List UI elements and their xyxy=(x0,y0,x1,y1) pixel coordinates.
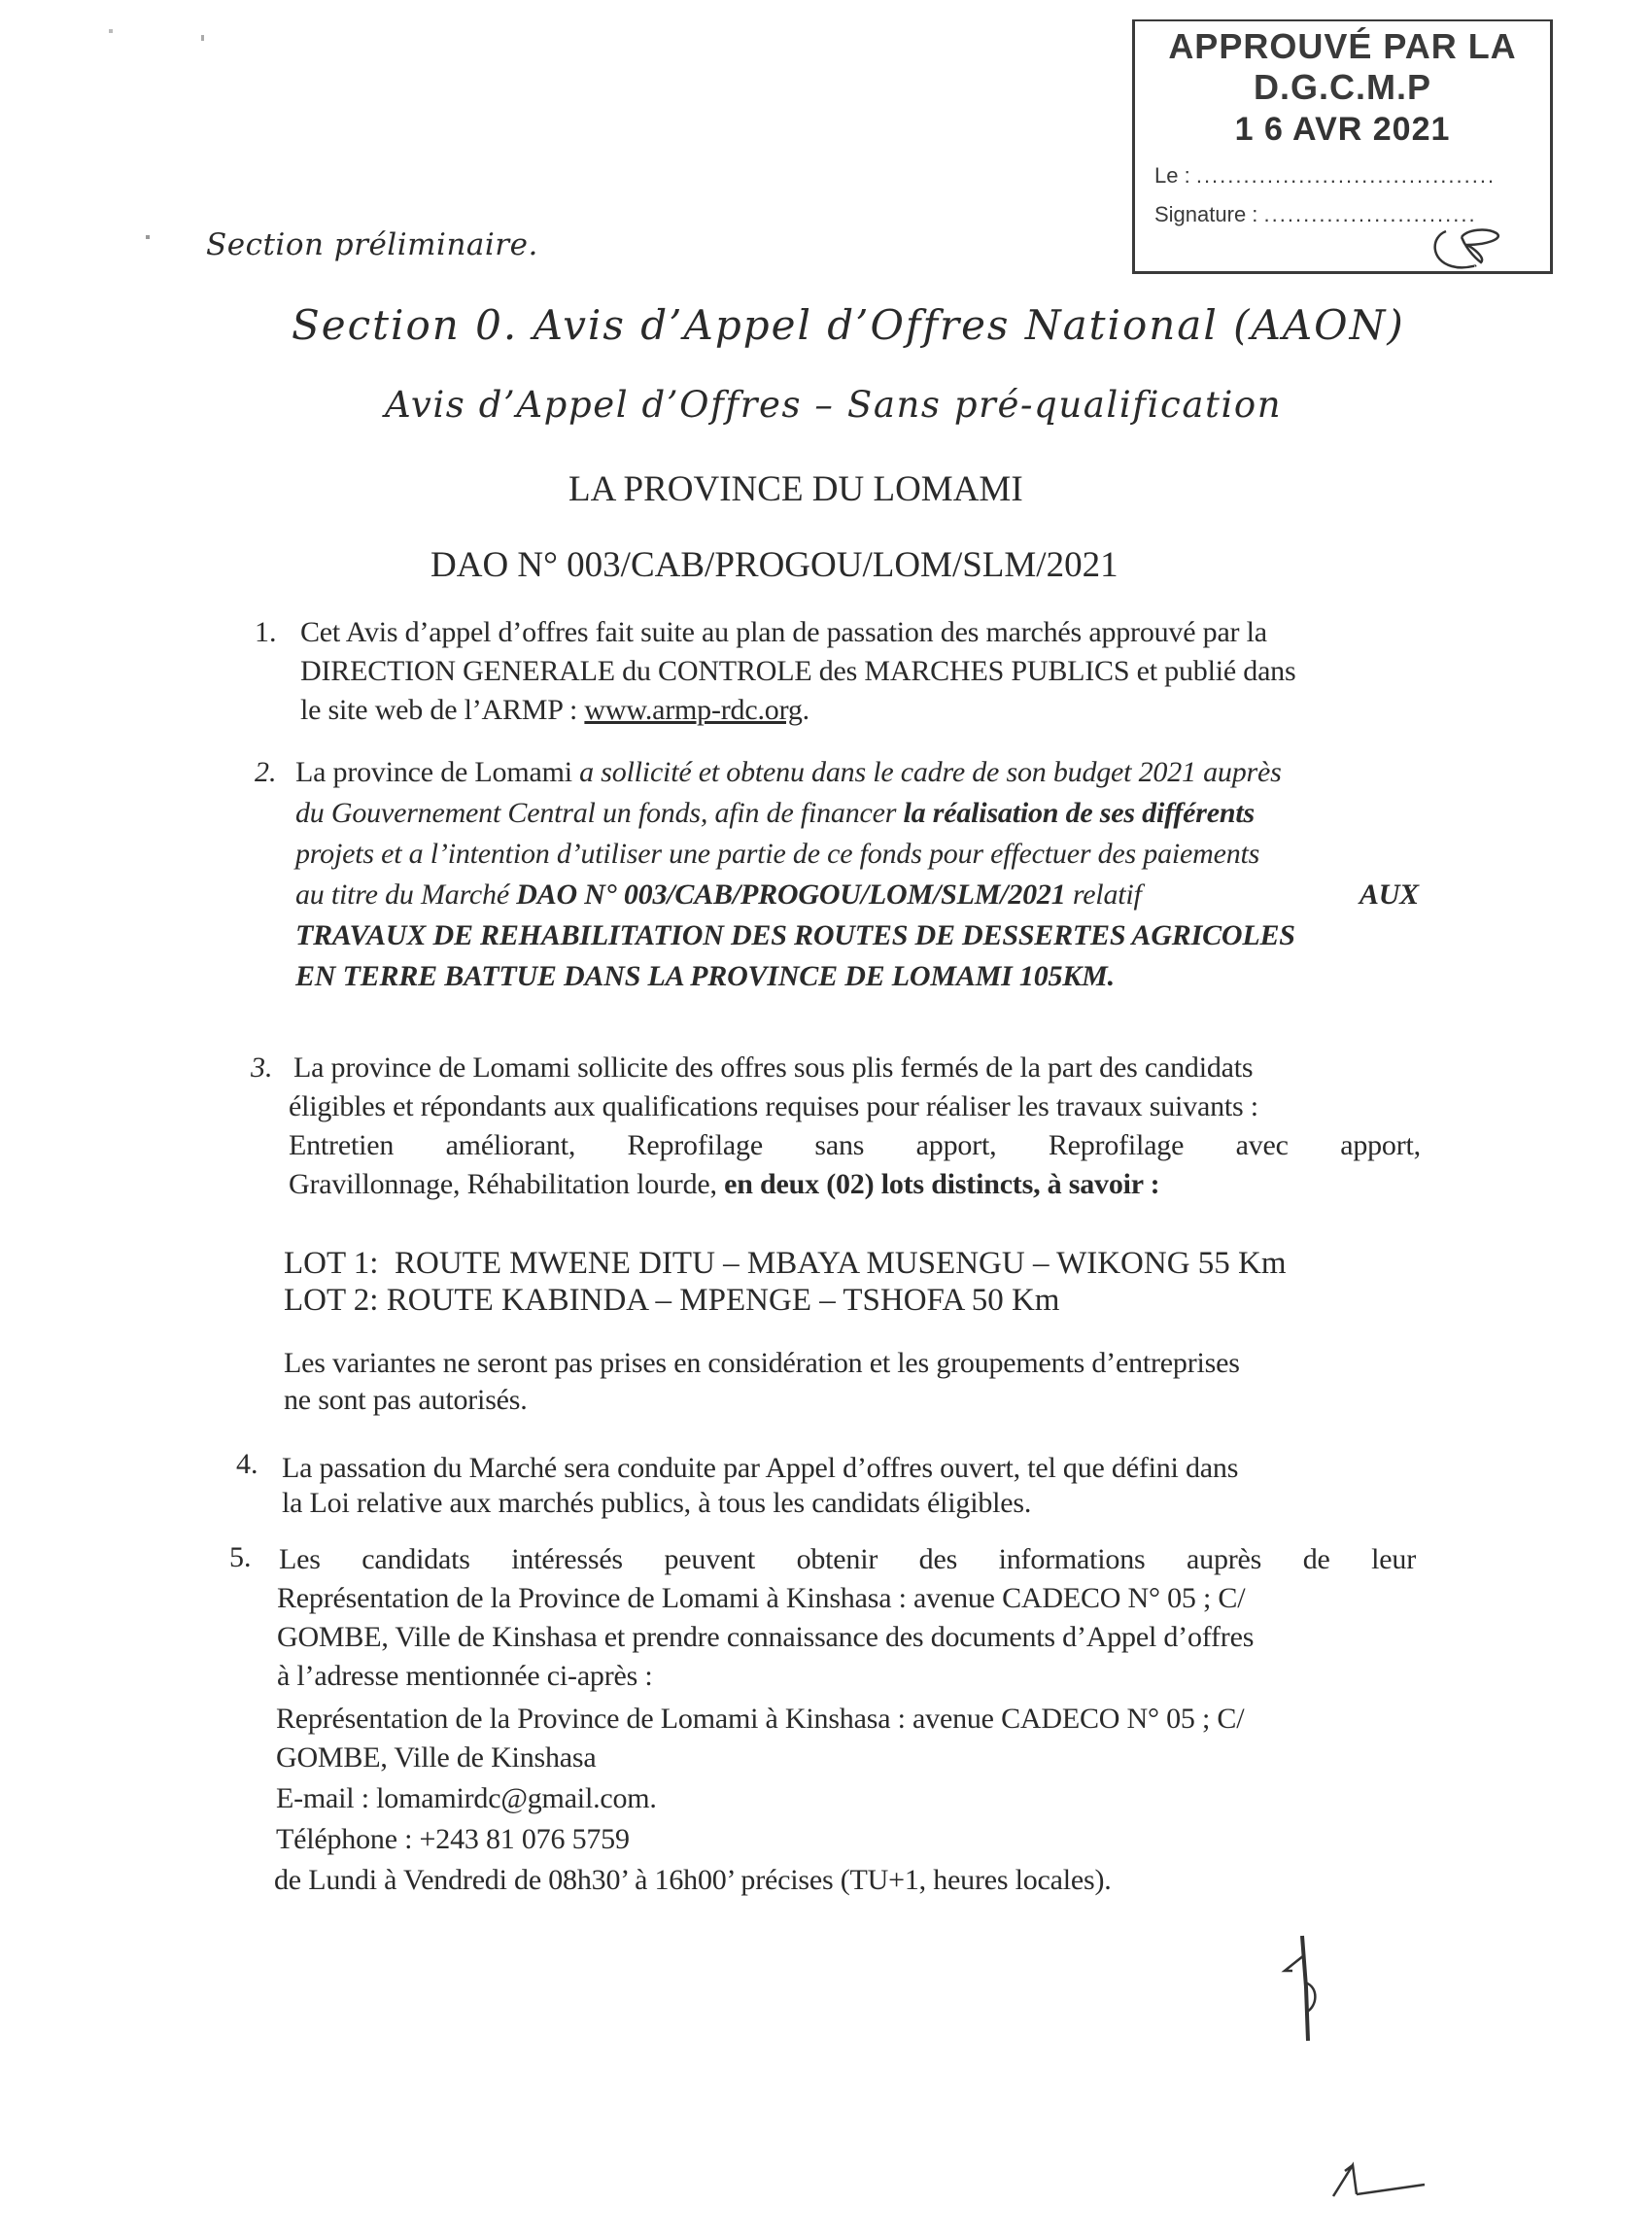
item-2-line-6: EN TERRE BATTUE DANS LA PROVINCE DE LOMAMI 105KM. xyxy=(295,960,1115,992)
scan-speck xyxy=(109,29,113,33)
info-word: auprès xyxy=(1187,1543,1262,1575)
stamp-line-1: APPROUVÉ PAR LA xyxy=(1168,26,1517,66)
stamp-signature-label: Signature : xyxy=(1154,202,1258,226)
info-word: de xyxy=(1302,1543,1330,1575)
item-4-number: 4. xyxy=(236,1448,258,1480)
item-3-line-4 xyxy=(289,1168,1159,1201)
info-word: leur xyxy=(1371,1543,1416,1575)
item-1-line-3-suffix: . xyxy=(802,694,809,726)
item-3-line-4-a: Gravillonnage, Réhabilitation lourde, xyxy=(289,1168,725,1200)
item-2-line-1 xyxy=(295,756,1282,789)
item-2-line-2 xyxy=(295,797,1255,830)
item-2-line-4-c: relatif xyxy=(1065,878,1142,911)
office-hours: de Lundi à Vendredi de 08h30’ à 16h00’ précises (TU+1, heures locales). xyxy=(274,1864,1112,1896)
item-2-line-4 xyxy=(295,878,1419,912)
phone-line xyxy=(276,1823,630,1856)
section-subtitle: Avis d’Appel d’Offres – Sans pré-qualification xyxy=(385,384,1283,426)
work-word: apport, xyxy=(1340,1129,1421,1161)
item-2-line-4-d: AUX xyxy=(1359,878,1419,911)
phone-value[interactable]: +243 81 076 5759 xyxy=(419,1823,630,1855)
lot-1-label: LOT 1: xyxy=(284,1246,379,1281)
work-word: sans xyxy=(814,1129,865,1161)
lot-2 xyxy=(284,1283,1059,1319)
item-1-line-3 xyxy=(300,694,809,727)
stamp-date-value: 1 6 AVR 2021 xyxy=(1234,111,1451,148)
dao-number-heading: DAO N° 003/CAB/PROGOU/LOM/SLM/2021 xyxy=(430,545,1119,585)
work-word: Reprofilage xyxy=(1048,1129,1185,1161)
handwritten-initials xyxy=(1331,2155,1428,2204)
work-word: Entretien xyxy=(289,1129,395,1161)
item-3-line-1: La province de Lomami sollicite des offres sous plis fermés de la part des candidats xyxy=(293,1051,1254,1084)
scan-speck xyxy=(201,35,204,41)
info-word: informations xyxy=(998,1543,1146,1575)
variants-line-1: Les variantes ne seront pas prises en considération et les groupements d’entreprises xyxy=(284,1347,1240,1379)
email-line xyxy=(276,1782,657,1815)
stamp-signature-row xyxy=(1154,202,1477,227)
stamp-signature-dots: ........................... xyxy=(1263,202,1477,226)
item-5-line-2: Représentation de la Province de Lomami à Kinshasa : avenue CADECO N° 05 ; C/ xyxy=(277,1582,1246,1614)
work-word: avec xyxy=(1235,1129,1289,1161)
lot-2-text: ROUTE KABINDA – MPENGE – TSHOFA 50 Km xyxy=(386,1283,1060,1318)
item-2-line-5: TRAVAUX DE REHABILITATION DES ROUTES DE DESSERTES AGRICOLES xyxy=(295,919,1295,951)
email-value[interactable]: lomamirdc@gmail.com. xyxy=(376,1782,657,1814)
item-5-line-1 xyxy=(279,1543,1416,1576)
armp-website-link[interactable]: www.armp-rdc.org xyxy=(584,694,803,726)
approval-stamp xyxy=(1132,19,1553,274)
work-word: apport, xyxy=(915,1129,997,1161)
info-word: candidats xyxy=(361,1543,470,1575)
email-label: E-mail : xyxy=(276,1782,377,1814)
item-2-line-1-a: La province de Lomami xyxy=(295,756,572,788)
item-1-line-1: Cet Avis d’appel d’offres fait suite au plan de passation des marchés approuvé par la xyxy=(300,616,1267,648)
lot-1 xyxy=(284,1246,1287,1282)
phone-label: Téléphone : xyxy=(276,1823,420,1855)
item-3-line-3 xyxy=(289,1129,1421,1162)
address-line-2: GOMBE, Ville de Kinshasa xyxy=(276,1741,597,1774)
item-2-line-2-b: la réalisation de ses différents xyxy=(903,797,1255,829)
section-title: Section 0. Avis d’Appel d’Offres National (AAON) xyxy=(292,301,1405,349)
item-1-line-3-prefix: le site web de l’ARMP : xyxy=(300,694,585,726)
item-2-line-3: projets et a l’intention d’utiliser une partie de ce fonds pour effectuer des paiements xyxy=(295,838,1260,870)
item-1-line-2: DIRECTION GENERALE du CONTROLE des MARCHES PUBLICS et publié dans xyxy=(300,655,1296,687)
info-word: obtenir xyxy=(796,1543,878,1575)
info-word: des xyxy=(918,1543,958,1575)
handwritten-page-number xyxy=(1273,1934,1331,2060)
variants-line-2: ne sont pas autorisés. xyxy=(284,1384,528,1416)
item-2-line-1-b: a sollicité et obtenu dans le cadre de son budget 2021 auprès xyxy=(571,756,1282,788)
item-2-line-4-a: au titre du Marché xyxy=(295,878,517,911)
item-5-line-3: GOMBE, Ville de Kinshasa et prendre connaissance des documents d’Appel d’offres xyxy=(277,1621,1255,1653)
item-4-line-2: la Loi relative aux marchés publics, à tous les candidats éligibles. xyxy=(282,1487,1032,1519)
lot-2-label: LOT 2: xyxy=(284,1283,379,1318)
item-5-number: 5. xyxy=(229,1541,252,1573)
info-word: peuvent xyxy=(664,1543,756,1575)
section-preliminary: Section préliminaire. xyxy=(206,227,538,262)
info-word: Les xyxy=(279,1543,321,1575)
item-3-number: 3. xyxy=(251,1051,273,1084)
address-line-1: Représentation de la Province de Lomami à Kinshasa : avenue CADECO N° 05 ; C/ xyxy=(276,1703,1245,1735)
stamp-line-2: D.G.C.M.P xyxy=(1253,67,1431,107)
work-word: Reprofilage xyxy=(627,1129,763,1161)
item-3-line-2: éligibles et répondants aux qualifications requises pour réaliser les travaux suivants : xyxy=(289,1090,1258,1122)
item-2-number: 2. xyxy=(255,756,277,788)
stamp-date-row xyxy=(1154,163,1496,189)
item-4-line-1: La passation du Marché sera conduite par Appel d’offres ouvert, tel que défini dans xyxy=(282,1452,1239,1484)
item-3-line-4-b: en deux (02) lots distincts, à savoir : xyxy=(724,1168,1160,1200)
scan-speck xyxy=(146,235,150,239)
province-heading: LA PROVINCE DU LOMAMI xyxy=(568,469,1023,509)
item-2-line-2-a: du Gouvernement Central un fonds, afin de financer xyxy=(295,797,904,829)
lot-1-text: ROUTE MWENE DITU – MBAYA MUSENGU – WIKONG 55 Km xyxy=(394,1246,1287,1281)
stamp-signature-scribble xyxy=(1427,227,1533,270)
info-word: intéressés xyxy=(511,1543,623,1575)
stamp-date-dots: ...................................... xyxy=(1195,163,1497,188)
stamp-date-label: Le : xyxy=(1154,163,1190,188)
item-1-number: 1. xyxy=(255,616,277,648)
work-word: améliorant, xyxy=(445,1129,576,1161)
item-5-line-4: à l’adresse mentionnée ci-après : xyxy=(277,1660,653,1692)
item-2-line-4-b: DAO N° 003/CAB/PROGOU/LOM/SLM/2021 xyxy=(516,878,1066,911)
